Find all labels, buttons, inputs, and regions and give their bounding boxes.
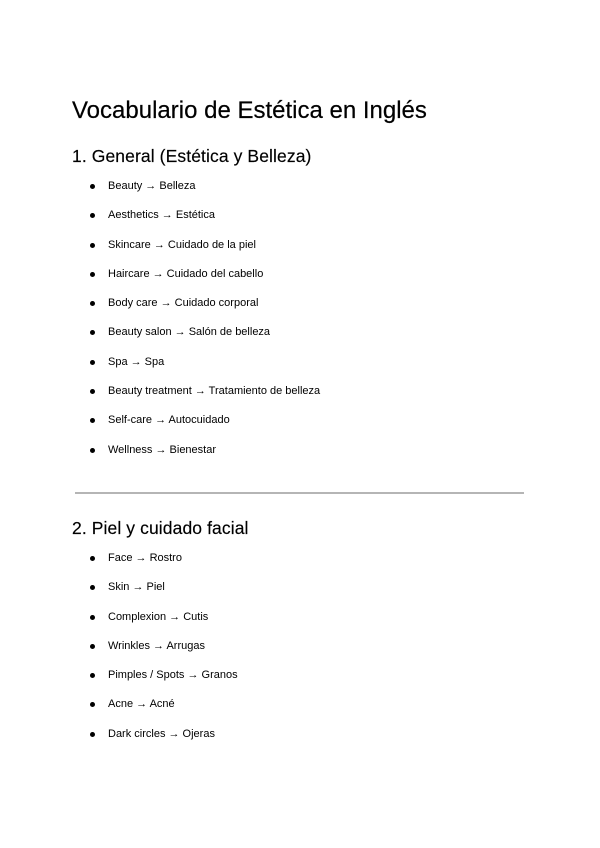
vocab-entry: Aesthetics → Estética — [108, 209, 215, 222]
bullet-icon — [90, 418, 95, 423]
vocab-entry: Dark circles → Ojeras — [108, 727, 215, 740]
bullet-icon — [90, 360, 95, 365]
bullet-icon — [90, 213, 95, 218]
vocab-entry: Skincare → Cuidado de la piel — [108, 238, 256, 251]
vocab-entry: Haircare → Cuidado del cabello — [108, 267, 264, 280]
vocab-entry: Spa → Spa — [108, 355, 165, 368]
bullet-icon — [90, 448, 95, 453]
vocab-entry: Wrinkles → Arrugas — [108, 639, 205, 652]
bullet-icon — [90, 243, 95, 248]
section-heading-general: 1. General (Estética y Belleza) — [72, 146, 312, 166]
bullet-icon — [90, 644, 95, 649]
vocab-entry: Pimples / Spots → Granos — [108, 669, 238, 682]
vocab-entry: Acne → Acné — [108, 698, 175, 711]
vocab-entry: Beauty → Belleza — [108, 180, 196, 192]
bullet-icon — [90, 272, 95, 277]
bullet-icon — [90, 585, 95, 590]
vocab-entry: Complexion → Cutis — [108, 610, 209, 623]
bullet-icon — [90, 184, 95, 189]
bullet-icon — [90, 732, 95, 737]
bullet-icon — [90, 615, 95, 620]
vocab-entry: Body care → Cuidado corporal — [108, 297, 259, 310]
vocab-entry: Skin → Piel — [108, 581, 165, 594]
bullet-icon — [90, 389, 95, 394]
bullet-icon — [90, 301, 95, 306]
vocab-entry: Beauty salon → Salón de belleza — [108, 326, 271, 339]
bullet-icon — [90, 702, 95, 707]
vocab-entry: Wellness → Bienestar — [108, 443, 217, 456]
vocab-entry: Self-care → Autocuidado — [108, 414, 230, 427]
vocab-entry: Beauty treatment → Tratamiento de belleza — [108, 385, 321, 398]
section-heading-skin-care: 2. Piel y cuidado facial — [72, 518, 249, 538]
document-title: Vocabulario de Estética en Inglés — [72, 97, 427, 124]
vocab-entry: Face → Rostro — [108, 552, 182, 564]
section-divider — [75, 492, 524, 494]
bullet-icon — [90, 556, 95, 561]
bullet-icon — [90, 330, 95, 335]
bullet-icon — [90, 673, 95, 678]
